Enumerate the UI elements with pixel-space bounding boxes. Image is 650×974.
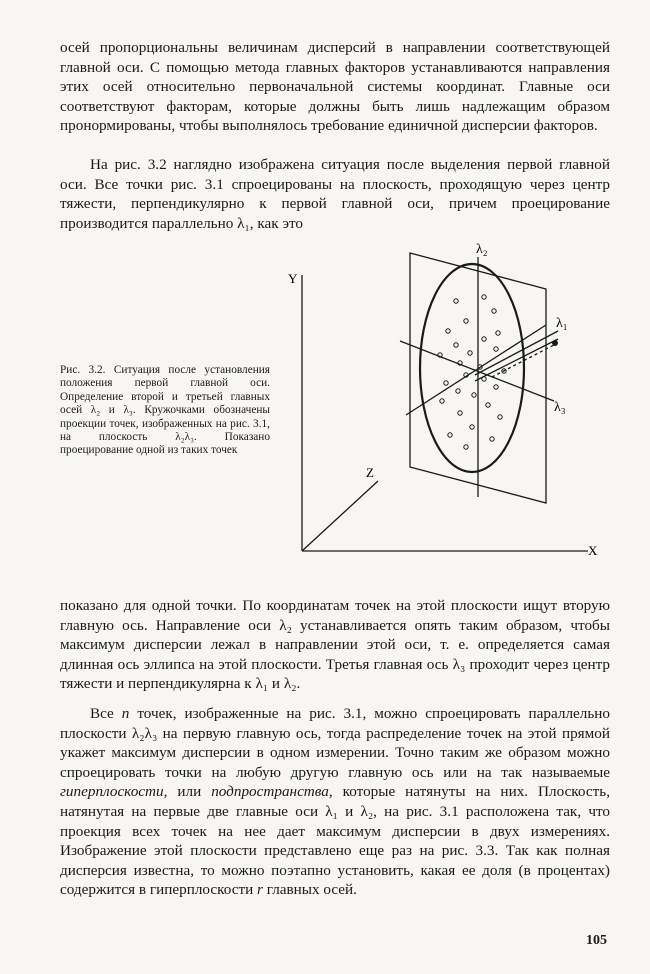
z-axis [302, 481, 378, 551]
p4-text-b: точек, изображенные на рис. 3.1, можно спроецировать параллельно плоскости λ₂λ₃ на первую главную ось, тогда распределение точек на этой прямой укажет максимум дисперсии в одном измерении. Точно таким же образом можно спроецировать точки на любую другую главную ось или на так называемые [60, 705, 610, 781]
figure-caption: Рис. 3.2. Ситуация после установления положения первой главной оси. Определение второй и третьей главных осей λ₂ и λ₃. Кружочками обозначены проекции точек, изображенных на рис. 3.1, на плоскость λ₂λ₃. Показано проецирование одной из таких точек [60, 364, 270, 457]
point [456, 389, 460, 393]
p4-text-a: Все [90, 705, 122, 722]
p4-text-c: , или [163, 783, 212, 801]
lambda3-axis [400, 341, 554, 401]
p4-italic-hyperplanes: гиперплоскости [60, 783, 164, 801]
y-axis-label: Y [288, 271, 298, 286]
paragraph-3: показано для одной точки. По координатам точек на этой плоскости ищут вторую главную ось. Направление оси λ₂ устанавливается опять таким образом, чтобы максимум дисперсии лежал в направлении этой оси, т. е. определяется самая длинная ось эллипса на этой плоскости. Третья главная ось λ₃ проходит через центр тяжести и перпендикулярна к λ₁ и λ₂. [60, 597, 610, 693]
p4-italic-r: r [257, 881, 263, 899]
point [494, 385, 498, 389]
point [492, 309, 496, 313]
point [468, 351, 472, 355]
point [472, 393, 476, 397]
lambda2-label: λ₂ [476, 242, 488, 257]
point [482, 377, 486, 381]
original-point [552, 340, 558, 346]
x-axis-label: X [588, 543, 598, 558]
z-axis-label: Z [366, 465, 374, 480]
figure-3-2 [270, 235, 600, 585]
p4-italic-n: n [121, 705, 130, 722]
p4-italic-subspaces: подпространства [211, 783, 329, 801]
point [486, 403, 490, 407]
lambda3-label: λ₃ [554, 400, 566, 415]
point [494, 347, 498, 351]
point [444, 381, 448, 385]
point [464, 319, 468, 323]
paragraph-1: осей пропорциональны величинам дисперсий в направлении соответствующей главной оси. С помощью метода главных факторов устанавливаются направления этих осей относительно первоначальной системы координат. Главные оси соответствуют факторам, которые должны быть лишь надлежащим образом пронормированы, чтобы выполнялось требование единичной дисперсии факторов. [60, 39, 610, 135]
page-number: 105 [586, 933, 607, 948]
point [454, 343, 458, 347]
point [440, 399, 444, 403]
paragraph-2: На рис. 3.2 наглядно изображена ситуация после выделения первой главной оси. Все точки рис. 3.1 спроецированы на плоскость, проходящую через центр тяжести, перпендикулярно к первой главной оси, причем проецирование производится параллельно λ₁, как это [60, 156, 610, 232]
point [482, 295, 486, 299]
point [470, 425, 474, 429]
point [454, 299, 458, 303]
paragraph-4 [60, 704, 610, 900]
point [464, 445, 468, 449]
p4-text-d: , которые натянуты на них. Плоскость, натянутая на первые две главные оси λ₁ и λ₂, на рис. 3.1 расположена так, что проекция всех точек на нее дает максимум дисперсии в двух измерениях. Изображение этой плоскости представлено еще раз на рис. 3.3. Так как полная дисперсия известна, то можно поэтапно установить, какая ее доля (в процентах) содержится в гиперплоскости [60, 783, 610, 899]
point [496, 331, 500, 335]
point [458, 411, 462, 415]
point [498, 415, 502, 419]
point [482, 337, 486, 341]
point [448, 433, 452, 437]
point [446, 329, 450, 333]
lambda1-label: λ₁ [556, 316, 568, 331]
point [490, 437, 494, 441]
p4-text-e: главных осей. [262, 881, 357, 899]
